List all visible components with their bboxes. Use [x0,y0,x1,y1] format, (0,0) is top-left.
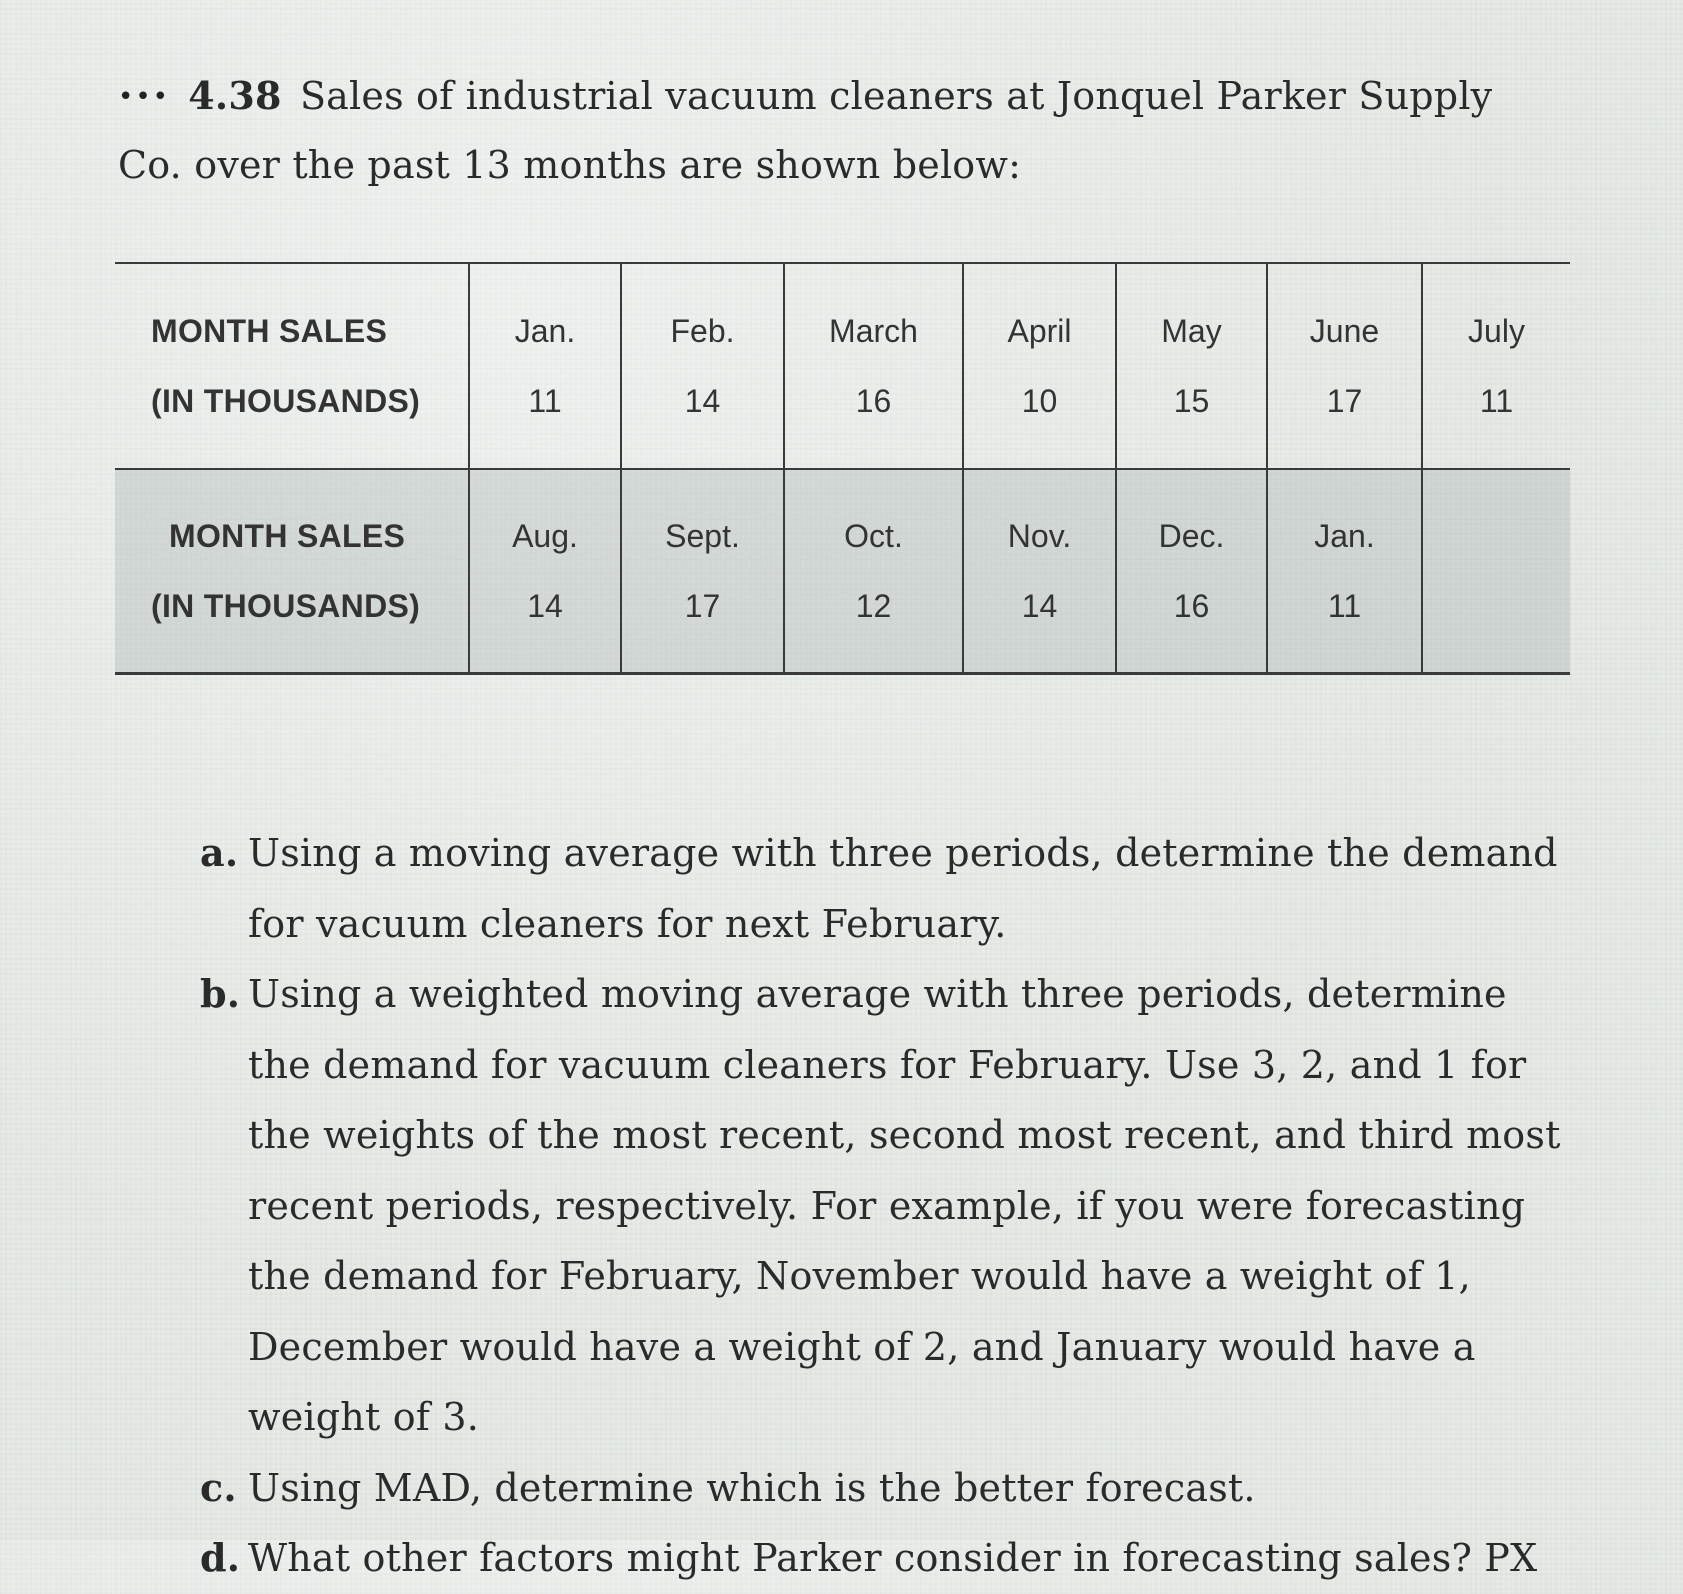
cell-value: 16 [855,383,892,419]
cell-value: 11 [1327,588,1362,624]
row-header [115,469,469,674]
row-header [115,263,469,469]
sales-table [115,262,1570,675]
question-text: What other factors might Parker consider in forecasting sales? PX [248,1536,1538,1580]
table-cell [1422,263,1570,469]
table-cell [963,263,1116,469]
cell-month: March [829,313,918,349]
table-cell [1267,469,1422,674]
cell-value: 17 [684,588,721,624]
table-cell [784,469,963,674]
question-a [200,818,1570,959]
table-row [115,469,1570,674]
table-row [115,263,1570,469]
question-d [200,1523,1570,1594]
cell-month: Oct. [844,518,903,554]
cell-month: May [1161,313,1222,349]
cell-month: Jan. [1314,518,1375,554]
question-label: d. [200,1535,241,1580]
table-cell [621,263,784,469]
question-text: Using MAD, determine which is the better forecast. [248,1465,1256,1510]
header-month-sales: MONTH SALES [169,518,406,554]
table-cell [469,263,621,469]
table-cell [963,469,1116,674]
table-cell [1116,469,1267,674]
cell-value: 12 [855,588,892,624]
cell-value: 11 [528,383,562,419]
sales-table-container [115,262,1570,675]
question-label: a. [200,830,239,875]
header-in-thousands: (IN THOUSANDS) [151,383,421,419]
cell-value: 10 [1021,383,1058,419]
question-list [200,818,1570,1594]
cell-value: 16 [1173,588,1210,624]
table-cell [784,263,963,469]
problem-intro: Sales of industrial vacuum cleaners at Jonquel Parker Supply Co. over the past 13 months are shown below: [118,74,1493,187]
cell-month: April [1007,313,1072,349]
question-label: b. [200,971,241,1016]
cell-month: Aug. [512,518,578,554]
cell-month: Nov. [1007,518,1072,554]
question-text: Using a weighted moving average with three periods, determine the demand for vacuum cleaners for February. Use 3, 2, and 1 for the weights of the most recent, second most recent, and third most recent periods, respectively. For example, if you were forecasting the demand for February, November would have a weight of 1, December would have a weight of 2, and January would have a weight of 3. [248,972,1561,1439]
cell-value: 11 [1479,383,1514,419]
cell-value: 14 [1021,588,1058,624]
cell-month: Dec. [1158,518,1225,554]
header-in-thousands: (IN THOUSANDS) [151,588,421,624]
table-cell [1116,263,1267,469]
cell-month: Jan. [514,313,576,349]
table-cell [469,469,621,674]
question-text: Using a moving average with three periods, determine the demand for vacuum cleaners for next February. [248,831,1558,946]
cell-value: 14 [684,383,721,419]
cell-month: Sept. [665,518,740,554]
question-label: c. [200,1464,237,1510]
cell-month: June [1309,313,1380,349]
question-c [200,1453,1570,1524]
table-cell-empty [1422,469,1570,674]
problem-statement [118,62,1538,199]
question-b [200,959,1570,1453]
cell-month: July [1468,313,1525,349]
header-month-sales: MONTH SALES [151,313,388,349]
cell-value: 15 [1173,383,1210,419]
table-cell [621,469,784,674]
cell-month: Feb. [670,313,735,349]
cell-value: 14 [527,588,563,624]
problem-number: 4.38 [188,73,282,118]
difficulty-dots: ••• [118,82,171,112]
cell-value: 17 [1326,383,1363,419]
table-cell [1267,263,1422,469]
